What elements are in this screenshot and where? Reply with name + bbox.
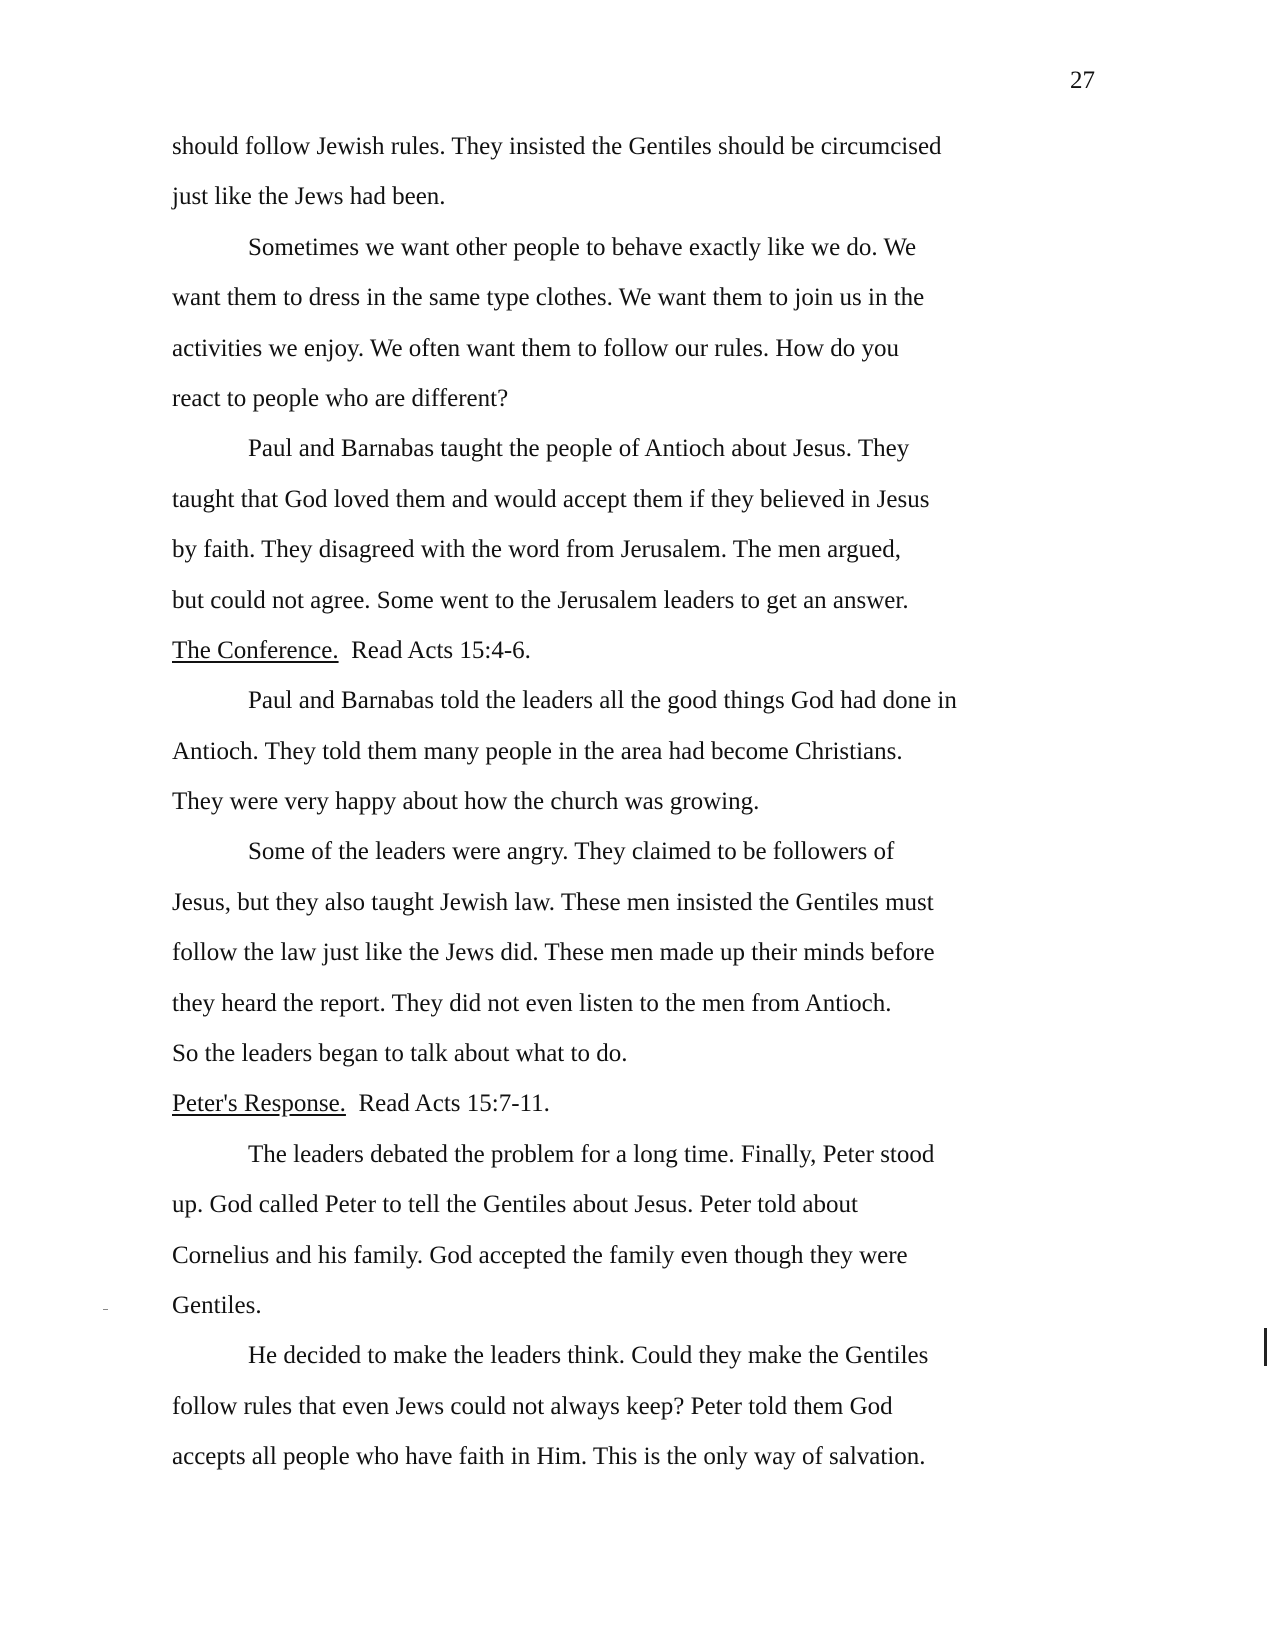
- body-text: [172, 122, 1072, 1483]
- text-line: they heard the report. They did not even listen to the men from Antioch.: [172, 989, 892, 1017]
- section-heading-conference: The Conference.: [172, 636, 339, 664]
- reading-reference: Read Acts 15:4-6.: [338, 636, 531, 664]
- paragraph-start-line: He decided to make the leaders think. Could they make the Gentiles: [248, 1342, 929, 1370]
- scan-margin-mark: [1264, 1328, 1267, 1366]
- paragraph-start-line: Sometimes we want other people to behave exactly like we do. We: [248, 233, 917, 261]
- text-line: Antioch. They told them many people in the area had become Christians.: [172, 737, 903, 765]
- paragraph-start-line: Paul and Barnabas taught the people of Antioch about Jesus. They: [248, 435, 910, 463]
- text-line: activities we enjoy. We often want them to follow our rules. How do you: [172, 334, 900, 362]
- scan-dust-mark: [103, 1309, 108, 1310]
- text-line: Cornelius and his family. God accepted the family even though they were: [172, 1241, 908, 1269]
- text-line: just like the Jews had been.: [172, 183, 446, 211]
- section-heading-peters-response: Peter's Response.: [172, 1090, 346, 1118]
- text-line: follow rules that even Jews could not always keep? Peter told them God: [172, 1392, 893, 1420]
- text-line: So the leaders began to talk about what to do.: [172, 1040, 628, 1068]
- text-line: should follow Jewish rules. They insisted the Gentiles should be circumcised: [172, 133, 942, 160]
- paragraph-start-line: The leaders debated the problem for a long time. Finally, Peter stood: [248, 1140, 935, 1168]
- paragraph-start-line: Paul and Barnabas told the leaders all the good things God had done in: [248, 687, 957, 715]
- text-line: follow the law just like the Jews did. These men made up their minds before: [172, 939, 935, 967]
- text-line: Jesus, but they also taught Jewish law. These men insisted the Gentiles must: [172, 888, 934, 916]
- text-line: react to people who are different?: [172, 384, 509, 412]
- text-line: up. God called Peter to tell the Gentiles about Jesus. Peter told about: [172, 1191, 858, 1219]
- text-line: They were very happy about how the church was growing.: [172, 788, 760, 816]
- text-line: want them to dress in the same type clothes. We want them to join us in the: [172, 284, 925, 312]
- text-line: by faith. They disagreed with the word from Jerusalem. The men argued,: [172, 536, 901, 564]
- text-line: but could not agree. Some went to the Jerusalem leaders to get an answer.: [172, 586, 909, 614]
- text-line: taught that God loved them and would accept them if they believed in Jesus: [172, 485, 930, 513]
- reading-reference: Read Acts 15:7-11.: [345, 1090, 550, 1118]
- section-heading-line: [172, 1079, 1072, 1129]
- text-line: accepts all people who have faith in Him. This is the only way of salvation.: [172, 1443, 926, 1471]
- page-number: 27: [1070, 67, 1095, 94]
- paragraph-start-line: Some of the leaders were angry. They claimed to be followers of: [248, 838, 895, 866]
- text-line: Gentiles.: [172, 1291, 262, 1319]
- section-heading-line: [172, 626, 1072, 676]
